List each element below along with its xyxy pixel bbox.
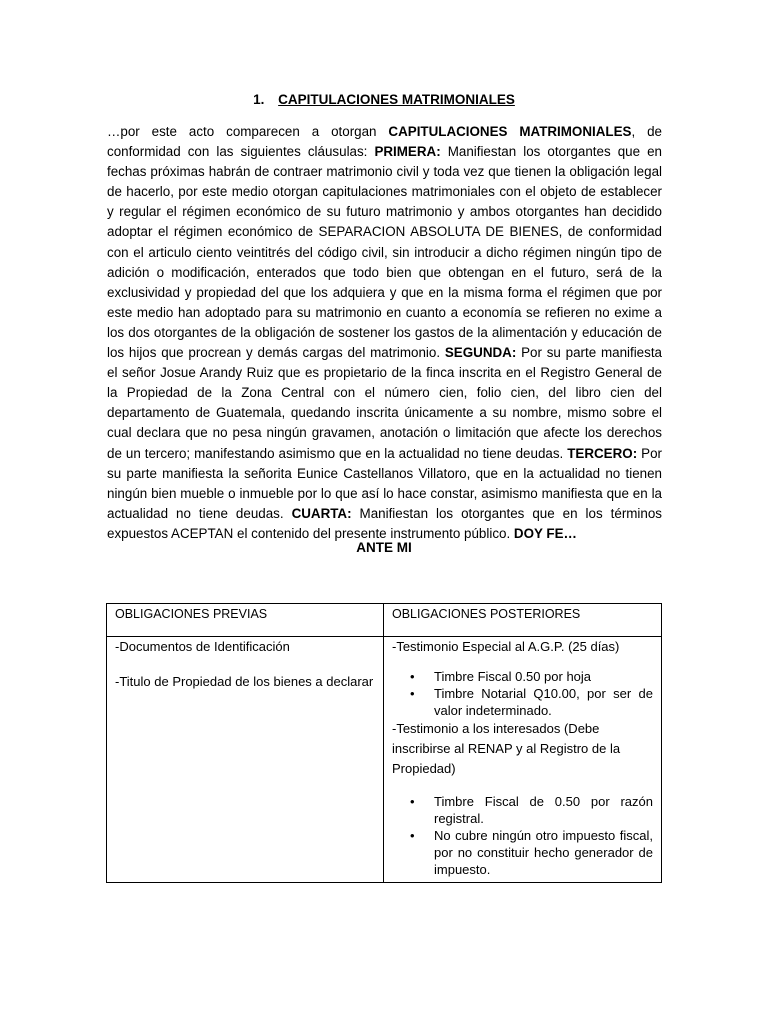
clause-label-primera: PRIMERA: [374, 144, 441, 160]
bullet-item [410, 668, 653, 685]
bullet-list [392, 793, 653, 878]
bullet-icon: • [410, 828, 415, 843]
contract-paragraph [107, 122, 662, 544]
obligations-table [106, 603, 662, 883]
bullet-item [410, 793, 653, 827]
body-text-segment: Por su parte manifiesta la señorita Eunice Castellanos Villatoro, que en la actualidad no tienen ningún bien mueble o inmueble por lo que así lo hace constar, asimismo manifiesta que en la actualidad no tiene deudas. [107, 445, 662, 521]
body-text-segment: , de conformidad con las siguientes cláusulas: [107, 124, 662, 160]
list-item: -Titulo de Propiedad de los bienes a declarar [115, 674, 374, 689]
bullet-item [410, 685, 653, 719]
bullet-text: Timbre Notarial Q10.00, por ser de valor indeterminado. [434, 686, 653, 718]
bullet-text: Timbre Fiscal 0.50 por hoja [434, 669, 592, 684]
bullet-text: No cubre ningún otro impuesto fiscal, por no constituir hecho generador de impuesto. [434, 828, 653, 877]
list-item: -Testimonio Especial al A.G.P. (25 días) [392, 639, 620, 654]
ante-mi-heading: ANTE MI [356, 540, 412, 555]
posteriores-cell [384, 637, 662, 883]
bullet-item [410, 827, 653, 878]
table-header-row [107, 604, 662, 637]
title-text: CAPITULACIONES MATRIMONIALES [278, 92, 515, 107]
bullet-icon: • [410, 794, 415, 809]
list-item: -Documentos de Identificación [115, 639, 290, 654]
clause-label-segunda: SEGUNDA: [444, 345, 517, 361]
clause-label-cuarta: CUARTA: [291, 505, 352, 521]
previas-cell [107, 637, 384, 883]
closing-doy-fe: DOY FE… [513, 525, 577, 541]
bullet-icon: • [410, 686, 415, 701]
list-item: -Testimonio a los interesados (Debe inscribirse al RENAP y al Registro de la Propiedad) [392, 721, 621, 776]
clause-label-tercero: TERCERO: [567, 445, 638, 461]
table-header-previas: OBLIGACIONES PREVIAS [107, 604, 384, 637]
table-row [107, 637, 662, 883]
body-bold-segment: CAPITULACIONES MATRIMONIALES [388, 124, 632, 139]
table-header-posteriores: OBLIGACIONES POSTERIORES [384, 604, 662, 637]
title-number: 1. [253, 92, 265, 107]
body-text-segment: Manifiestan los otorgantes que en fechas próximas habrán de contraer matrimonio civil y toda vez que tienen la obligación legal de hacerlo, por este medio otorgan capitulaciones matrimoniales con el objeto de establecer y regular el régimen económico de su futuro matrimonio y ambos otorgantes han decidido adoptar el régimen económico de SEPARACION ABSOLUTA DE BIENES, de conformidad con el articulo ciento veintitrés del código civil, sin introducir a dicho régimen ningún tipo de adición o modificación, enterados que todo bien que obtengan en el futuro, será de la exclusividad y propiedad del que los adquiera y que en la misma forma el régimen que por este medio han adoptado para su matrimonio en cuanto a economía se refieren no exime a los dos otorgantes de la obligación de sostener los gastos de la alimentación y educación de los hijos que procrean y demás cargas del matrimonio. [107, 144, 662, 361]
bullet-icon: • [410, 669, 415, 684]
body-text-segment: Manifiestan los otorgantes que en los términos expuestos ACEPTAN el contenido del presente instrumento público. [107, 505, 662, 541]
body-text-segment: …por este acto comparecen a otorgan [107, 124, 389, 139]
body-text-segment: Por su parte manifiesta el señor Josue Arandy Ruiz que es propietario de la finca inscrita en el Registro General de la Propiedad de la Zona Central con el número cien, folio cien, del libro cien del departamento de Guatemala, quedando inscrita únicamente a su nombre, mismo sobre el cual declara que no pesa ningún gravamen, anotación o limitación que afecte los derechos de un tercero; manifestando asimismo que en la actualidad no tiene deudas. [107, 345, 662, 461]
bullet-list [392, 668, 653, 719]
page-title [0, 92, 768, 107]
bullet-text: Timbre Fiscal de 0.50 por razón registral. [434, 794, 653, 826]
